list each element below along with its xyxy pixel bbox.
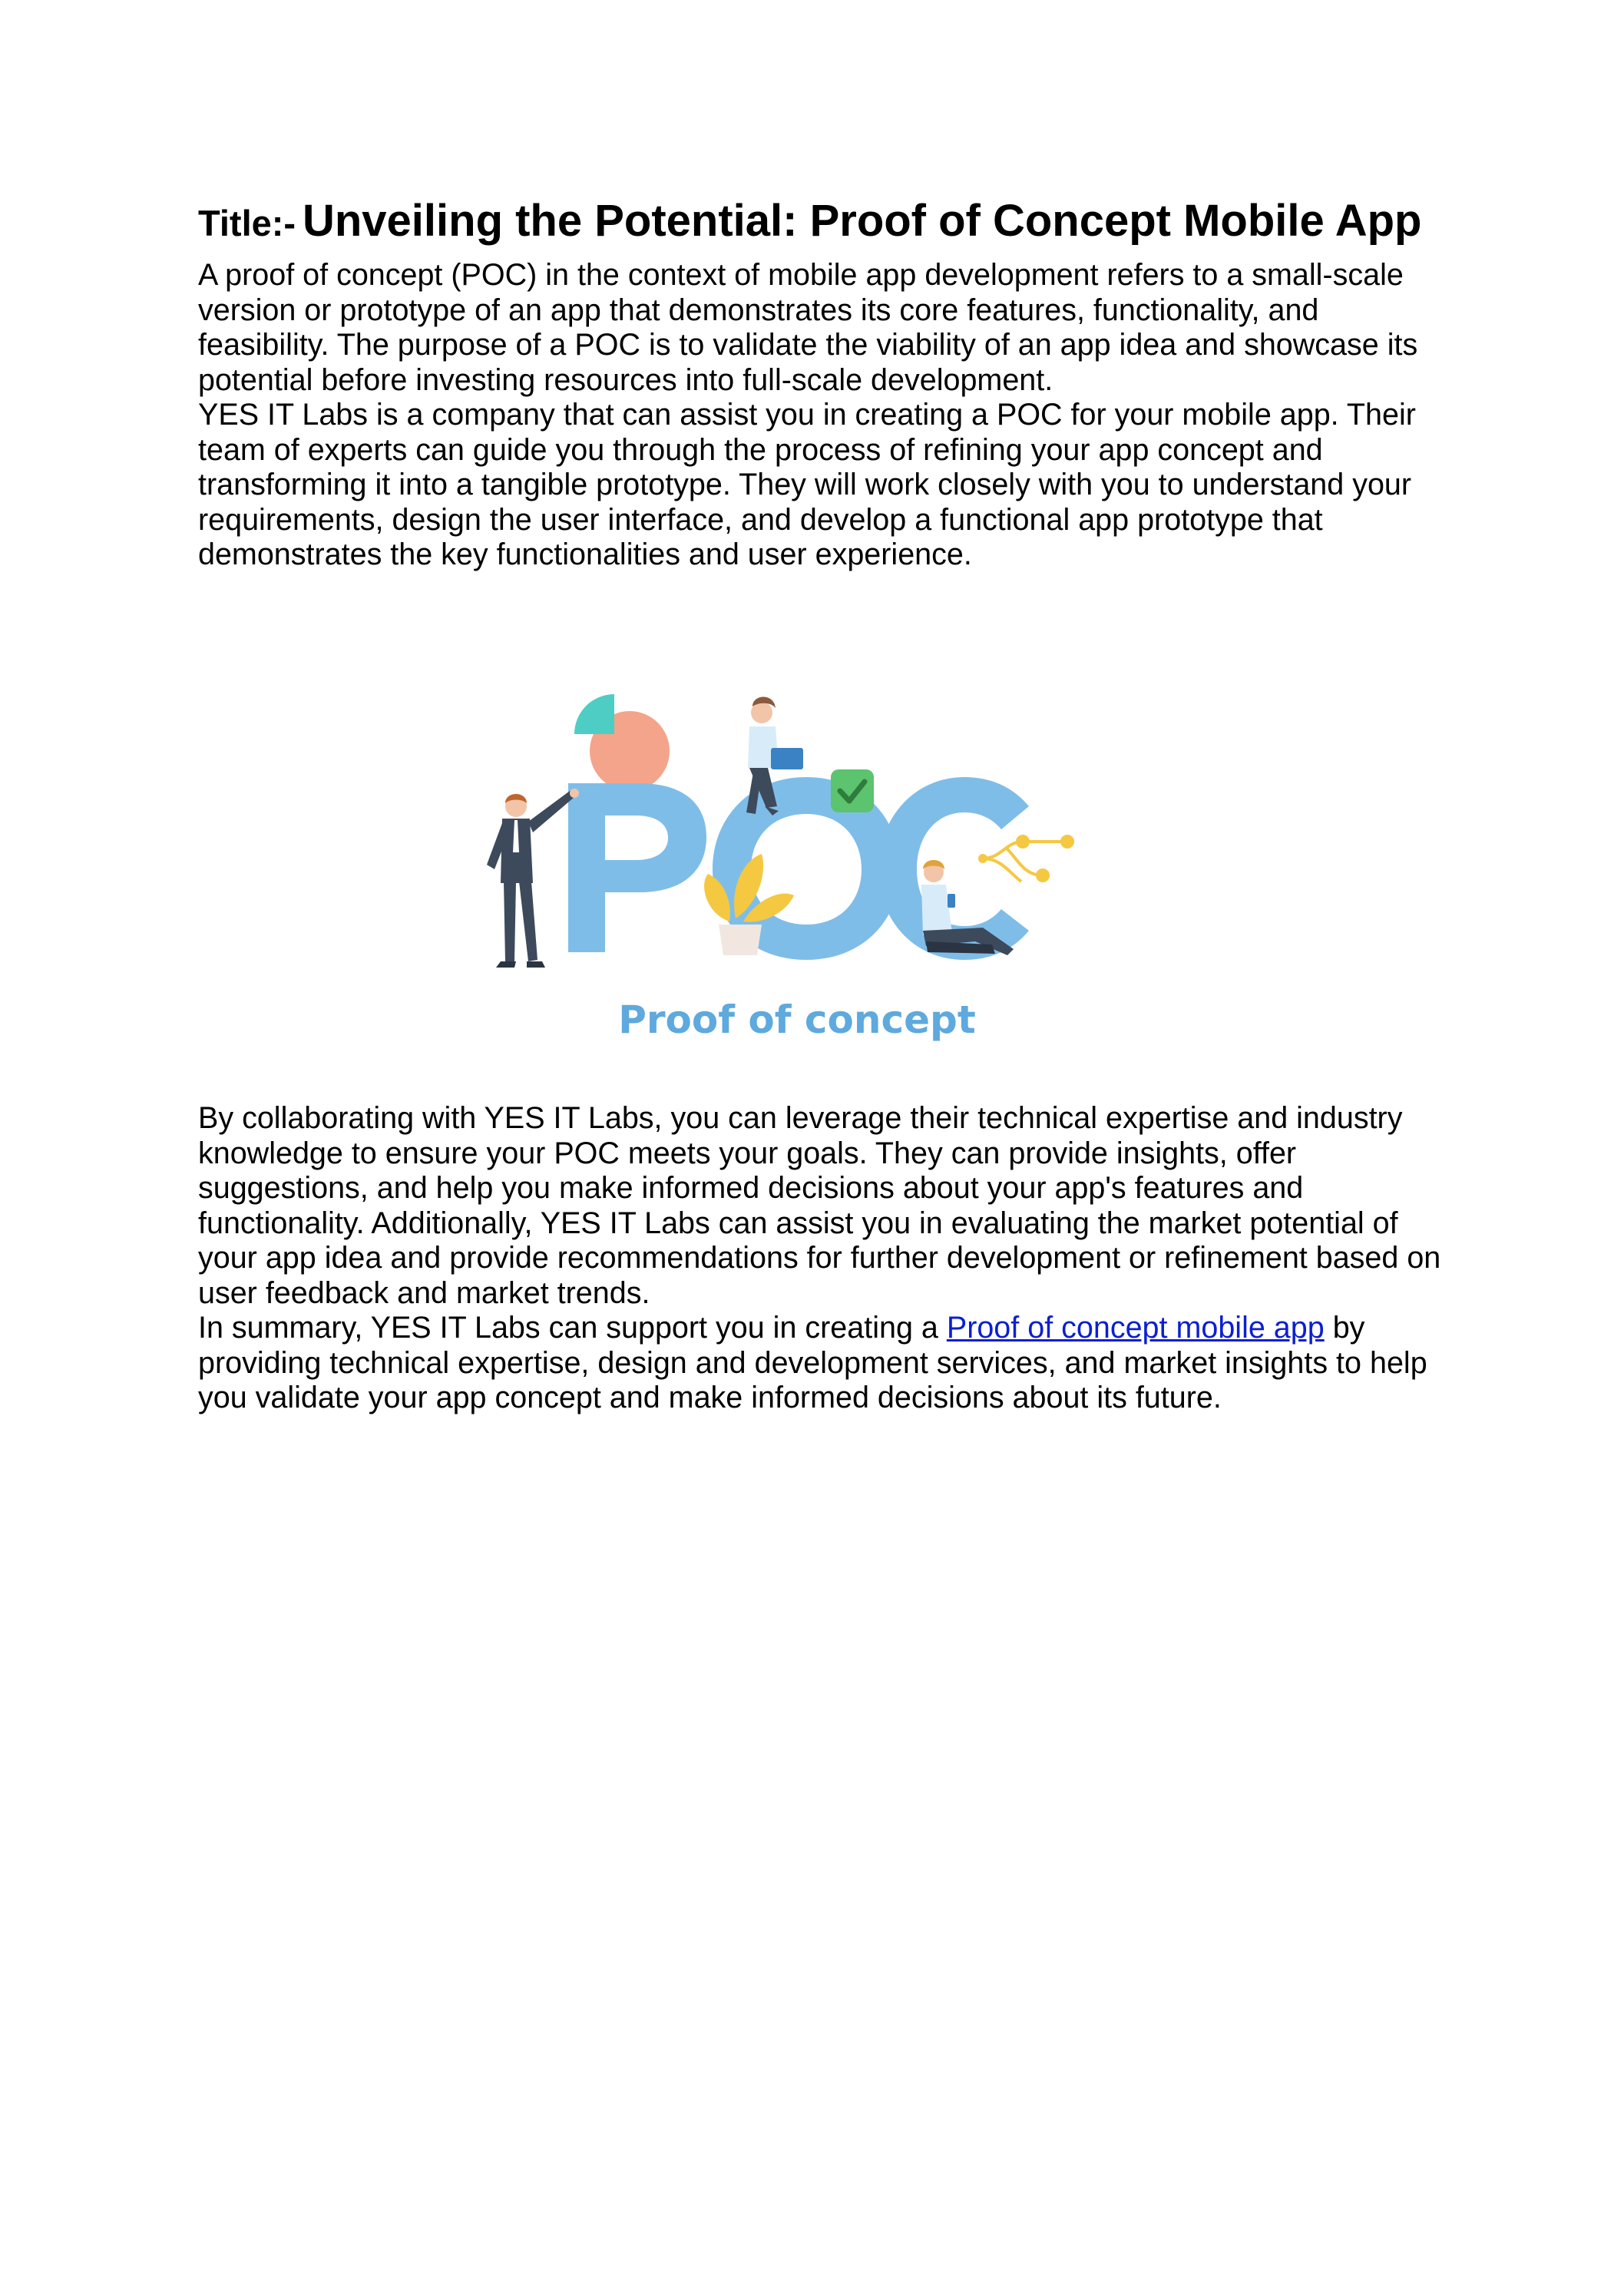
proof-of-concept-link[interactable]: Proof of concept mobile app <box>946 1311 1325 1345</box>
paragraph-yes-it-labs: YES IT Labs is a company that can assist you in creating a POC for your mobile app. Their team of experts can guide you through the process of refining your app concept and transforming it into a tangible prototype. They will work closely with you to understand your requirements, design the user interface, and develop a functional app prototype that demonstrates the key functionalities and user experience. <box>198 398 1416 571</box>
paragraph-collaboration: By collaborating with YES IT Labs, you can leverage their technical expertise and industry knowledge to ensure your POC meets your goals. They can provide insights, offer suggestions, and help you make informed decisions about your app's features and functionality. Additionally, YES IT Labs can assist you in evaluating the market potential of your app idea and provide recommendations for further development or refinement based on user feedback and market trends. <box>198 1101 1441 1310</box>
document-body-bottom <box>198 1101 1457 1416</box>
illustration-caption: Proof of concept <box>618 997 976 1042</box>
title-text: Unveiling the Potential: Proof of Concept Mobile App <box>302 196 1422 246</box>
paragraph-intro: A proof of concept (POC) in the context of mobile app development refers to a small-scale version or prototype of an app that demonstrates its core features, functionality, and feasibility. The purpose of a POC is to validate the viability of an app idea and showcase its potential before investing resources into full-scale development. <box>198 258 1418 397</box>
document-title <box>198 190 1457 258</box>
title-prefix: Title:- <box>198 203 296 243</box>
summary-text-before: In summary, YES IT Labs can support you in creating a <box>198 1311 947 1345</box>
document-body-top <box>198 190 1457 573</box>
summary-text-after: by providing technical expertise, design and development services, and market insights to help you validate your app concept and make informed decisions about its future. <box>198 1311 1427 1414</box>
check-badge-icon <box>831 769 874 812</box>
man-phone-figure <box>921 860 1014 955</box>
paragraph-summary <box>198 1311 1457 1416</box>
poc-illustration <box>476 691 1090 1060</box>
pie-chart-icon <box>574 694 670 791</box>
businessman-figure <box>487 789 579 968</box>
